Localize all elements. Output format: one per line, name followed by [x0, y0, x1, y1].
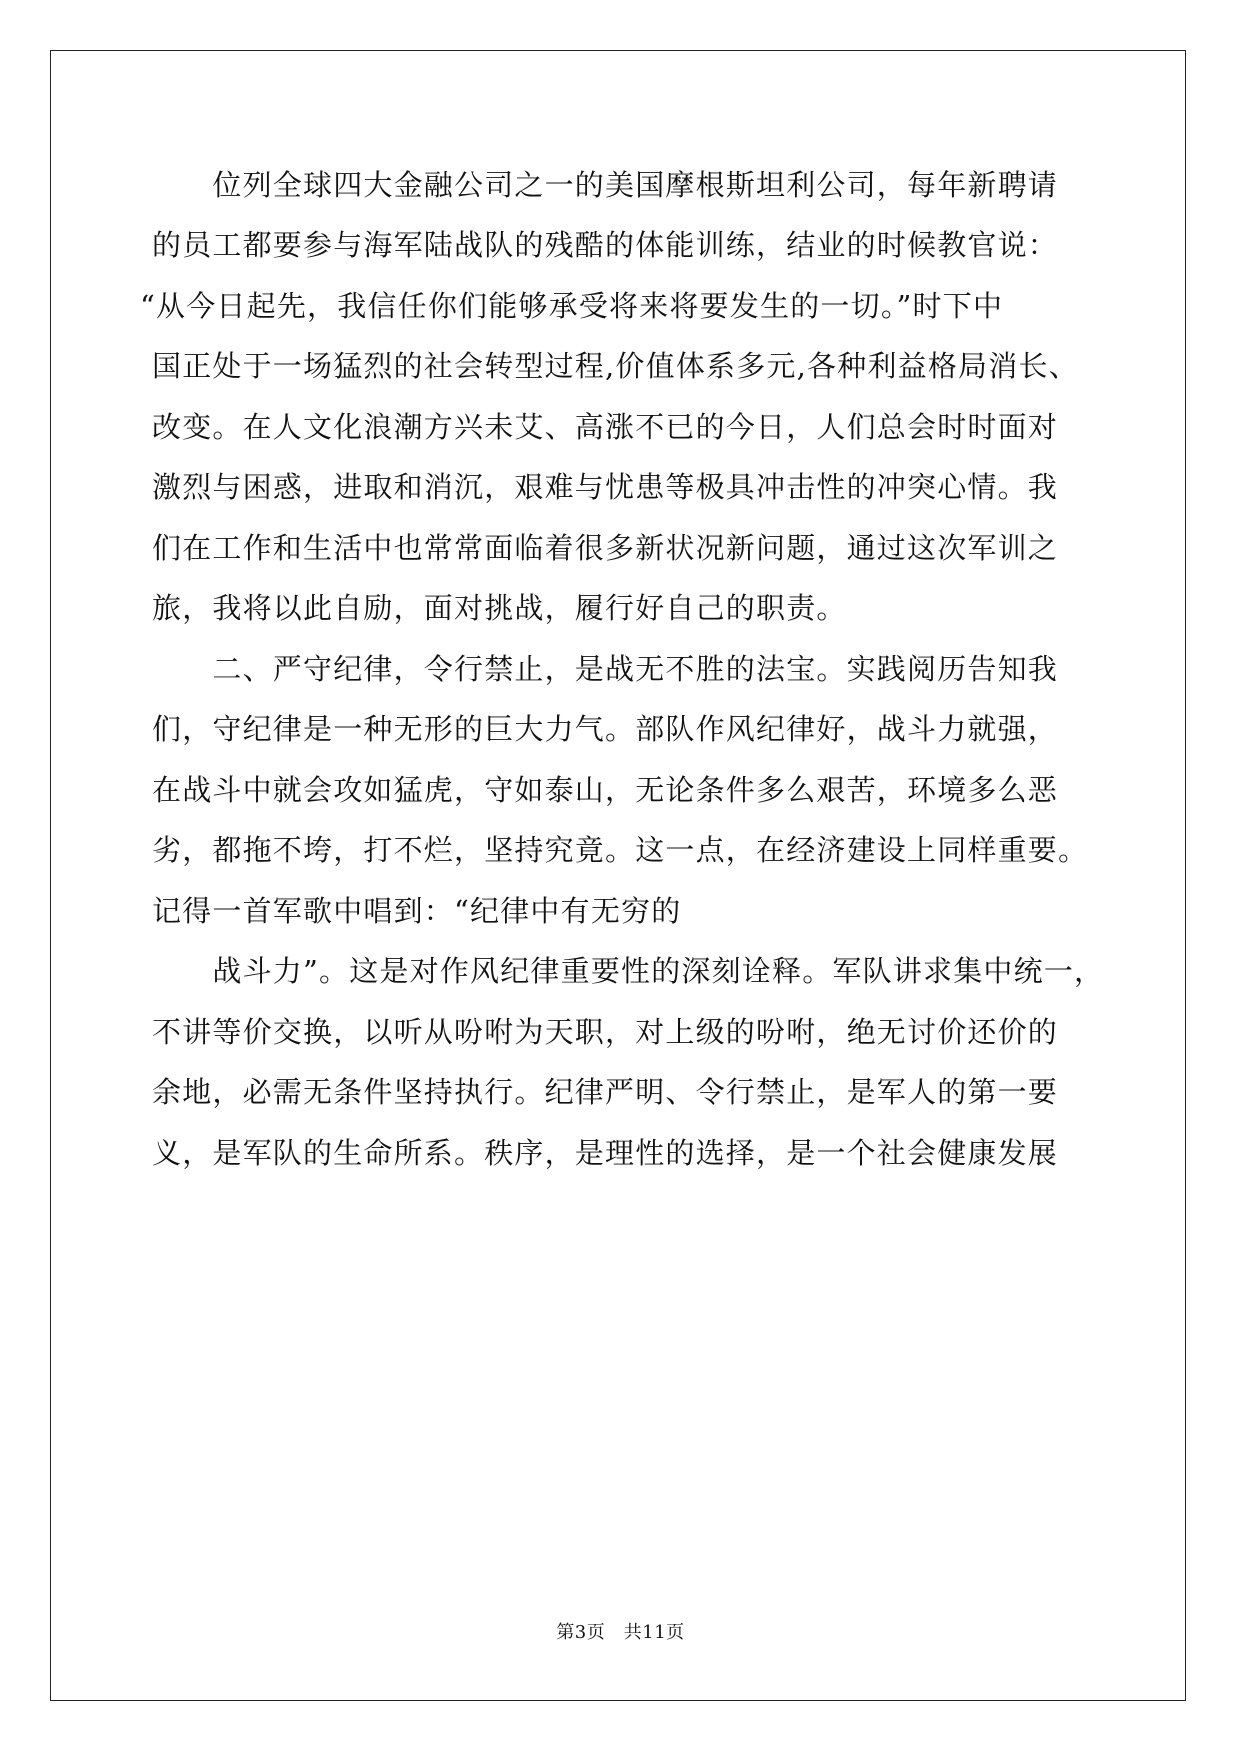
text-line-14: 战斗力”。这是对作风纪律重要性的深刻诠释。军队讲求集中统一，	[152, 954, 1105, 988]
text-line-15: 不讲等价交换，以听从吩咐为天职，对上级的吩咐，绝无讨价还价的	[152, 1015, 1059, 1049]
text-line-13: 记得一首军歌中唱到：“纪律中有无穷的	[152, 894, 682, 928]
text-line-12: 劣，都拖不垮，打不烂，坚持究竟。这一点，在经济建设上同样重要。	[152, 833, 1089, 867]
text-line-8: 旅，我将以此自励，面对挑战，履行好自己的职责。	[152, 591, 847, 625]
page-number: 第3页 共11页	[556, 1622, 685, 1643]
text-line-10: 们，守纪律是一种无形的巨大力气。部队作风纪律好，战斗力就强，	[152, 712, 1059, 746]
text-line-11: 在战斗中就会攻如猛虎，守如泰山，无论条件多么艰苦，环境多么恶	[152, 773, 1059, 807]
text-line-3: “从今日起先，我信任你们能够承受将来将要发生的一切。”时下中	[140, 289, 1004, 323]
text-line-4: 国正处于一场猛烈的社会转型过程,价值体系多元,各种利益格局消长、	[152, 349, 1079, 383]
text-line-7: 们在工作和生活中也常常面临着很多新状况新问题，通过这次军训之	[152, 531, 1059, 565]
text-line-1: 位列全球四大金融公司之一的美国摩根斯坦利公司，每年新聘请	[152, 168, 1059, 202]
text-line-16: 余地，必需无条件坚持执行。纪律严明、令行禁止，是军人的第一要	[152, 1075, 1059, 1109]
text-line-5: 改变。在人文化浪潮方兴未艾、高涨不已的今日，人们总会时时面对	[152, 410, 1059, 444]
text-line-17: 义，是军队的生命所系。秩序，是理性的选择，是一个社会健康发展	[152, 1136, 1059, 1170]
text-line-6: 激烈与困惑，进取和消沉，艰难与忧患等极具冲击性的冲突心情。我	[152, 470, 1059, 504]
text-line-9: 二、严守纪律，令行禁止，是战无不胜的法宝。实践阅历告知我	[152, 652, 1059, 686]
text-line-2: 的员工都要参与海军陆战队的残酷的体能训练，结业的时候教官说：	[152, 228, 1059, 262]
